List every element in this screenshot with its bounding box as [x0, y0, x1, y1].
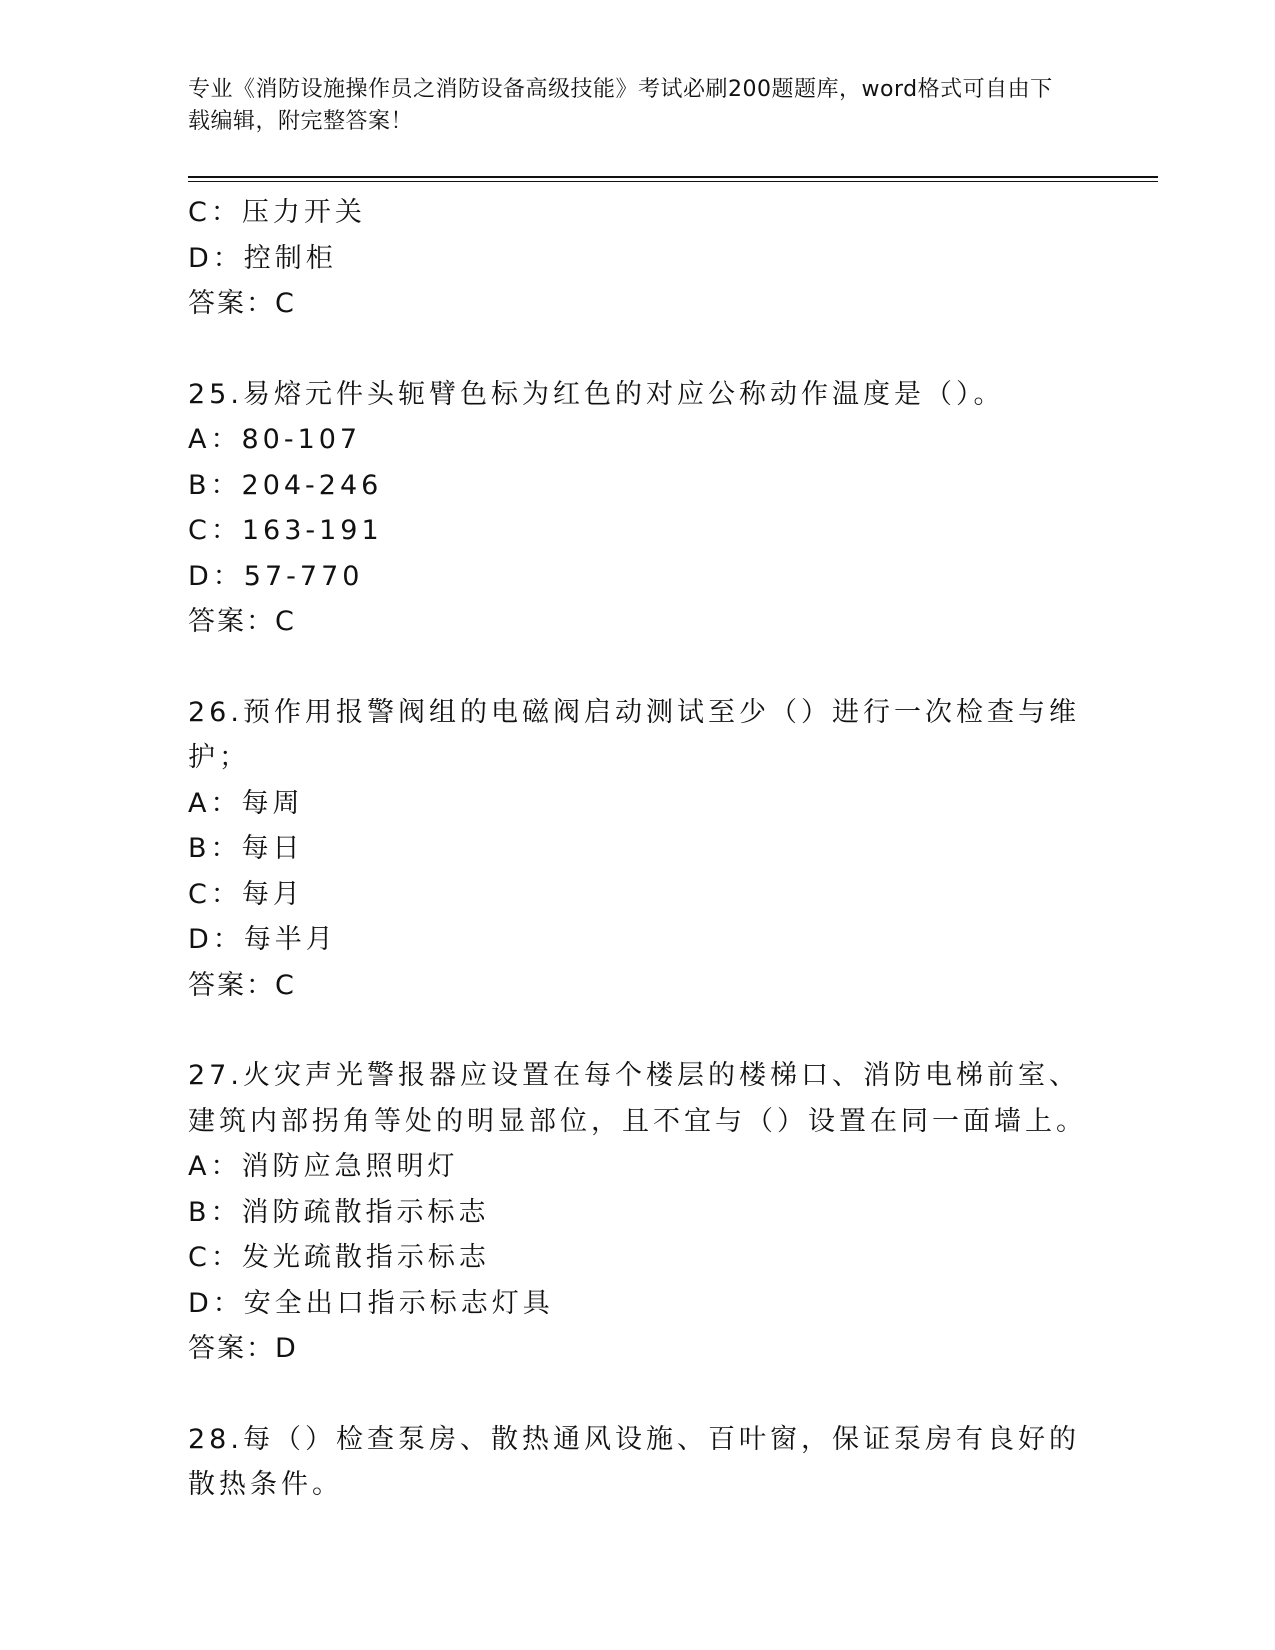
answer-line: 答案：C	[188, 969, 296, 1001]
option-d: D：57-770	[188, 560, 364, 592]
option-d: D：安全出口指示标志灯具	[188, 1287, 554, 1319]
option-d: D：每半月	[188, 924, 337, 955]
header-rule-thick	[188, 176, 1158, 178]
option-c: C：发光疏散指示标志	[188, 1242, 490, 1273]
question-stem: 27.火灾声光警报器应设置在每个楼层的楼梯口、消防电梯前室、建筑内部拐角等处的明显部位，且不宜与（）设置在同一面墙上。	[188, 1060, 1087, 1137]
question-stem: 26.预作用报警阀组的电磁阀启动测试至少（）进行一次检查与维护；	[188, 696, 1080, 773]
option-a: A：80-107	[188, 424, 362, 455]
answer-line: 答案：C	[188, 288, 296, 319]
answer-line: 答案：C	[188, 606, 296, 637]
option-a: A：消防应急照明灯	[188, 1151, 459, 1182]
option-b: B：204-246	[188, 469, 383, 501]
option-d: D：控制柜	[188, 242, 337, 274]
option-c: C：163-191	[188, 515, 383, 546]
header-rule-thin	[188, 181, 1158, 182]
option-b: B：消防疏散指示标志	[188, 1196, 490, 1228]
option-b: B：每日	[188, 833, 304, 864]
question-stem: 25.易熔元件头轭臂色标为红色的对应公称动作温度是（）。	[188, 378, 1005, 410]
document-header: 专业《消防设施操作员之消防设备高级技能》考试必刷200题题库，word格式可自由下载编辑，附完整答案！	[188, 77, 1053, 134]
answer-line: 答案：D	[188, 1333, 298, 1364]
option-c: C：每月	[188, 878, 304, 910]
option-c: C：压力开关	[188, 197, 366, 228]
option-a: A：每周	[188, 787, 304, 819]
question-stem: 28.每（）检查泵房、散热通风设施、百叶窗，保证泵房有良好的散热条件。	[188, 1423, 1080, 1500]
question-list	[188, 190, 1088, 1508]
